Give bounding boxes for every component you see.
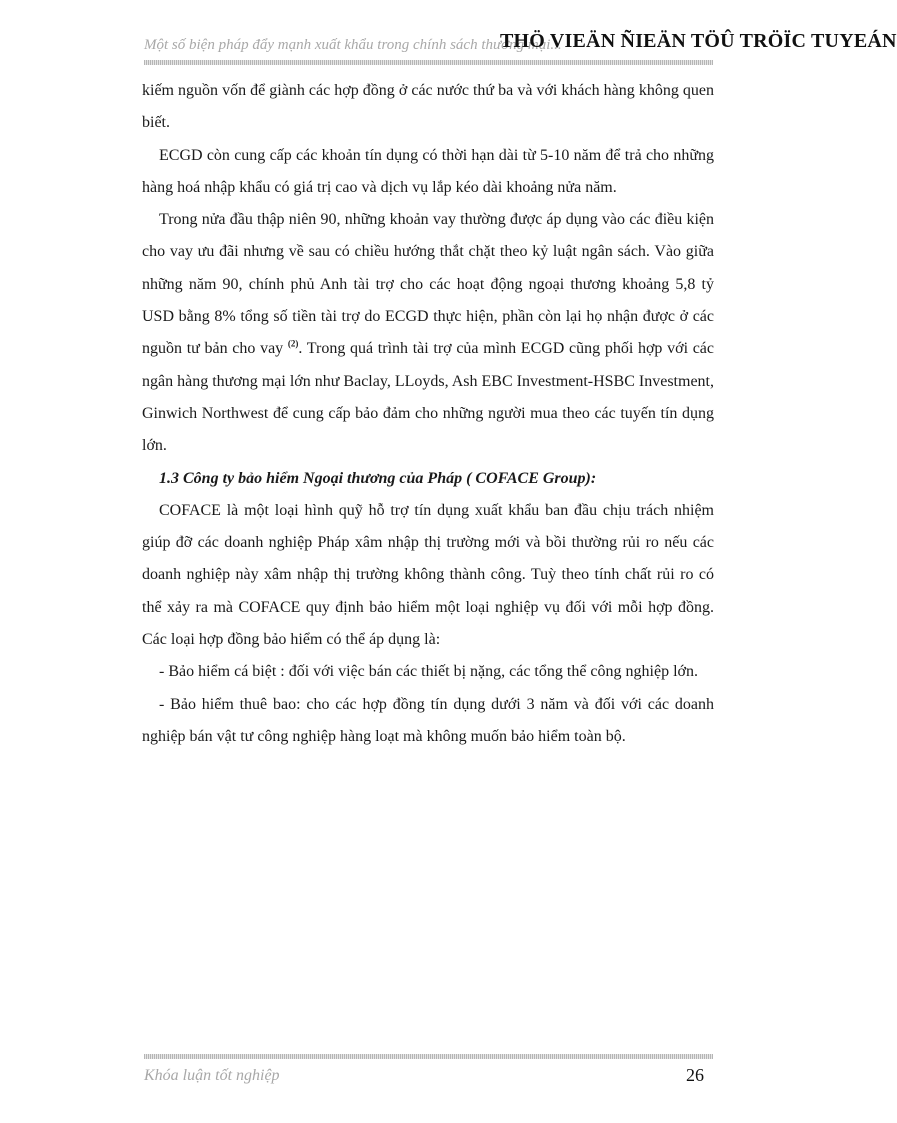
header-divider: [144, 60, 713, 65]
paragraph-individual-insurance: - Bảo hiểm cá biệt : đối với việc bán các thiết bị nặng, các tổng thể công nghiệp lớn.: [159, 663, 698, 681]
running-header-title: Một số biện pháp đẩy mạnh xuất khẩu trong chính sách thương mại...: [144, 37, 562, 53]
footnote-reference: (2): [287, 339, 299, 350]
paragraph-loans-90s: [142, 204, 714, 462]
paragraph-continuation: kiếm nguồn vốn để giành các hợp đồng ở các nước thứ ba và với khách hàng không quen biết.: [142, 82, 714, 132]
footer-thesis-label: Khóa luận tốt nghiệp: [144, 1067, 280, 1084]
library-watermark-stamp: THÖ VIEÄN ÑIEÄN TÖÛ TRÖÏC TUYEÁN: [500, 30, 897, 52]
paragraph-ecgd-credit: ECGD còn cung cấp các khoản tín dụng có thời hạn dài từ 5-10 năm để trả cho những hàng hoá nhập khẩu có giá trị cao và dịch vụ lắp kéo dài khoảng nửa năm.: [142, 146, 714, 196]
paragraph-subscription-insurance: - Bảo hiểm thuê bao: cho các hợp đồng tín dụng dưới 3 năm và đối với các doanh nghiệp bán vật tư công nghiệp hàng loạt mà không muốn bảo hiểm toàn bộ.: [142, 695, 714, 745]
footer-divider: [144, 1054, 713, 1059]
paragraph-coface: COFACE là một loại hình quỹ hỗ trợ tín dụng xuất khẩu ban đầu chịu trách nhiệm giúp đỡ các doanh nghiệp Pháp xâm nhập thị trường mới và bồi thường rủi ro nếu các doanh nghiệp này xâm nhập thị trường không thành công. Tuỳ theo tính chất rủi ro có thể xảy ra mà COFACE quy định bảo hiểm một loại nghiệp vụ đối với mỗi hợp đồng. Các loại hợp đồng bảo hiểm có thể áp dụng là:: [142, 501, 714, 649]
paragraph-loans-90s-part1: Trong nửa đầu thập niên 90, những khoản vay thường được áp dụng vào các điều kiện cho vay ưu đãi nhưng về sau có chiều hướng thắt chặt theo kỷ luật ngân sách. Vào giữa những năm 90, chính phủ Anh tài trợ cho các hoạt động ngoại thương khoảng 5,8 tỷ USD bằng 8% tổng số tiền tài trợ do ECGD thực hiện, phần còn lại họ nhận được ở các nguồn tư bản cho vay: [142, 211, 714, 358]
page-number: 26: [686, 1065, 704, 1085]
paragraph-loans-90s-part2: . Trong quá trình tài trợ của mình ECGD cũng phối hợp với các ngân hàng thương mại lớn như Baclay, LLoyds, Ash EBC Investment-HSBC Investment, Ginwich Northwest để cung cấp bảo đảm cho những người mua theo các tuyến tín dụng lớn.: [142, 340, 715, 455]
section-heading-coface: 1.3 Công ty bảo hiểm Ngoại thương của Pháp ( COFACE Group):: [159, 469, 597, 487]
page-body: [142, 75, 714, 753]
